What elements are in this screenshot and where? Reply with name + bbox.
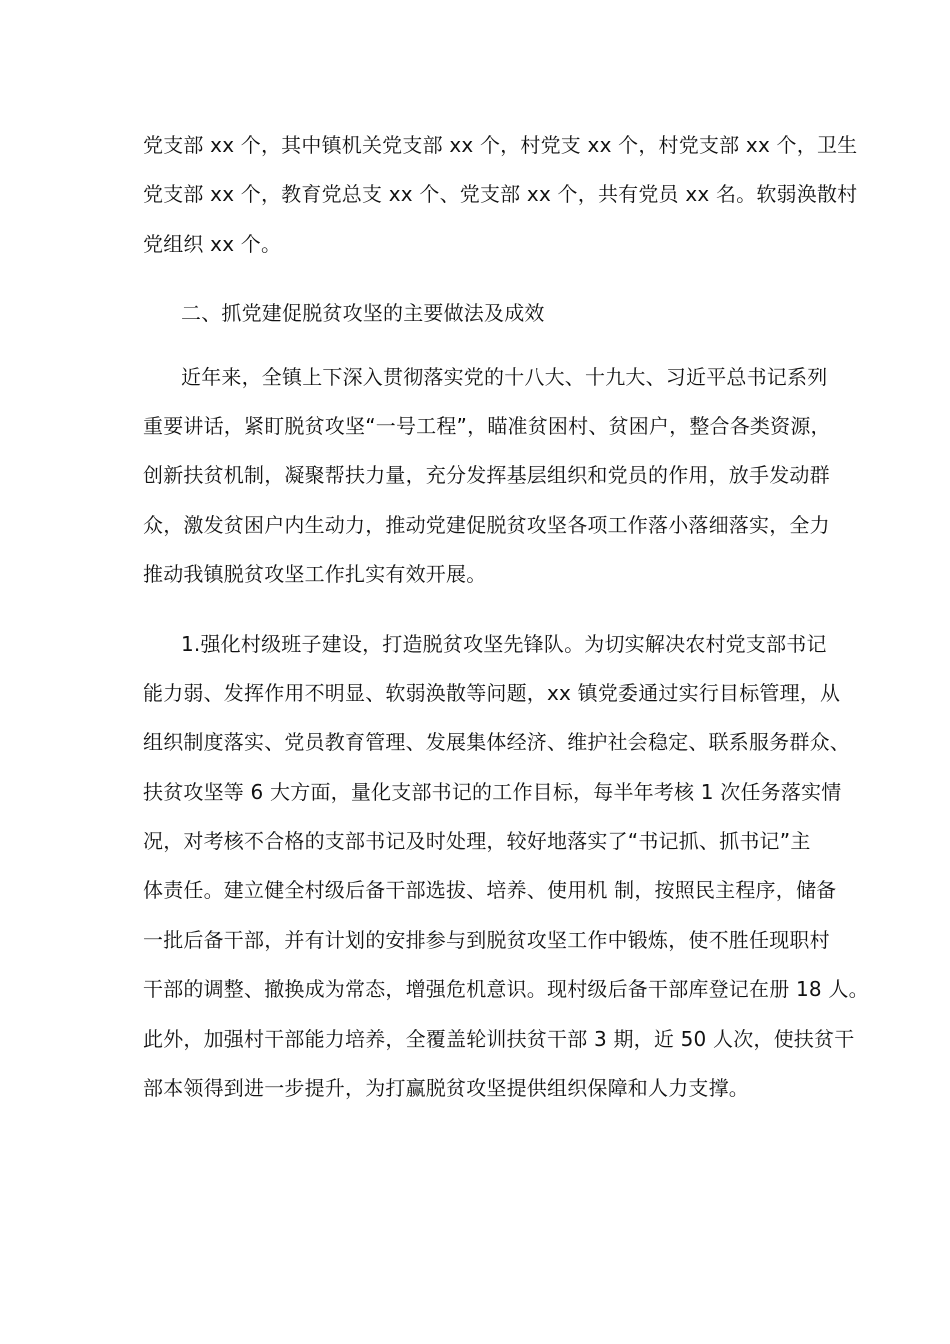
text-line: 干部的调整、撤换成为常态，增强危机意识。现村级后备干部库登记在册 18 人。 xyxy=(143,977,869,1002)
text-line: 体责任。建立健全村级后备干部选拔、培养、使用机 制，按照民主程序，储备 xyxy=(143,878,837,903)
text-line: 创新扶贫机制，凝聚帮扶力量，充分发挥基层组织和党员的作用，放手发动群 xyxy=(143,463,830,488)
text-line: 部本领得到进一步提升，为打赢脱贫攻坚提供组织保障和人力支撑。 xyxy=(143,1076,749,1101)
text-line: 一批后备干部，并有计划的安排参与到脱贫攻坚工作中锻炼，使不胜任现职村 xyxy=(143,927,830,952)
text-line: 党组织 xx 个。 xyxy=(143,231,282,256)
heading-line: 二、抓党建促脱贫攻坚的主要做法及成效 xyxy=(181,301,545,326)
document-page xyxy=(143,133,869,1125)
text-line: 重要讲话，紧盯脱贫攻坚“一号工程”，瞄准贫困村、贫困户，整合各类资源， xyxy=(143,413,831,438)
text-line: 推动我镇脱贫攻坚工作扎实有效开展。 xyxy=(143,562,487,587)
paragraph-intro xyxy=(143,133,858,281)
text-line: 众，激发贫困户内生动力，推动党建促脱贫攻坚各项工作落小落细落实，全力 xyxy=(143,512,830,537)
paragraph-item-1 xyxy=(143,631,869,1126)
text-line: 近年来，全镇上下深入贯彻落实党的十八大、十九大、习近平总书记系列 xyxy=(181,364,828,389)
paragraph-overview xyxy=(143,364,831,612)
text-line: 党支部 xx 个，其中镇机关党支部 xx 个，村党支 xx 个，村党支部 xx 个，卫生 xyxy=(143,133,858,157)
section-heading xyxy=(143,301,813,350)
text-line: 党支部 xx 个，教育党总支 xx 个、党支部 xx 个，共有党员 xx 名。软弱涣散村 xyxy=(143,182,858,207)
text-line: 1.强化村级班子建设，打造脱贫攻坚先锋队。为切实解决农村党支部书记 xyxy=(181,631,827,656)
text-line: 况，对考核不合格的支部书记及时处理，较好地落实了“书记抓、抓书记”主 xyxy=(143,829,811,854)
text-line: 此外，加强村干部能力培养，全覆盖轮训扶贫干部 3 期，近 50 人次，使扶贫干 xyxy=(143,1026,855,1051)
text-line: 能力弱、发挥作用不明显、软弱涣散等问题，xx 镇党委通过实行目标管理，从 xyxy=(143,680,841,705)
text-line: 组织制度落实、党员教育管理、发展集体经济、维护社会稳定、联系服务群众、 xyxy=(143,730,850,755)
text-line: 扶贫攻坚等 6 大方面，量化支部书记的工作目标，每半年考核 1 次任务落实情 xyxy=(143,779,842,804)
